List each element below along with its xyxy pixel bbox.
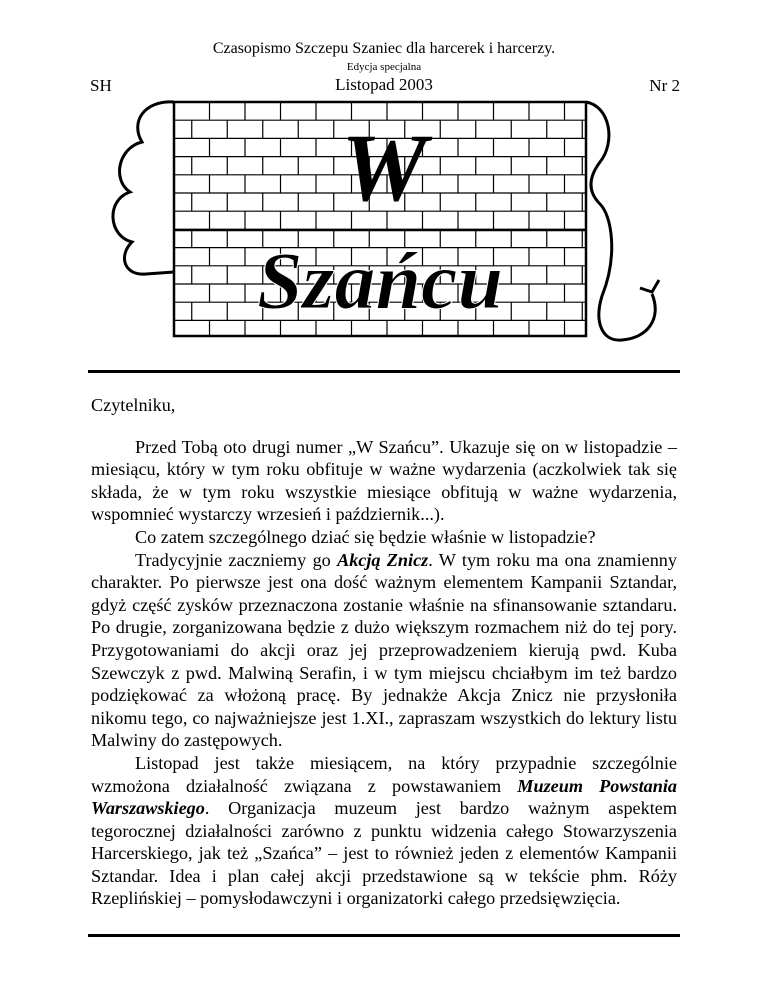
akcja-znicz-emphasis: Akcją Znicz: [337, 549, 429, 570]
title-w: W: [341, 114, 427, 221]
muzeum-emphasis: Muzeum Powstania Warszawskiego: [91, 775, 677, 819]
paragraph-3: [91, 549, 677, 752]
scroll-curl-left: [113, 102, 174, 274]
greeting: Czytelniku,: [91, 395, 176, 415]
scroll-curl-right: [586, 102, 655, 340]
paragraph-4: [91, 752, 677, 910]
header-rule: [88, 370, 680, 373]
scroll-arrowhead: [640, 280, 659, 292]
publisher-mark: SH: [90, 76, 112, 95]
paragraph-4-continuation: . Organizacja muzeum jest bardzo ważnym aspektem tegorocznej działalności zarówno z punktu widzenia całego Stowarzyszenia Harcerskiego, jak też „Szańca” – jest to również jeden z elementów Kampanii Sztandar. Idea i plan całej akcji przedstawione są w tekście phm. Róży Rzeplińskiej – pomysłodawczyni i organizatorki całego przedsięwzięcia.: [91, 798, 677, 909]
article-body: [91, 394, 677, 910]
title-szancu: Szańcu: [256, 235, 504, 326]
paragraph-3-text: Tradycyjnie zaczniemy go: [135, 549, 338, 570]
paragraph-2: Co zatem szczególnego dziać się będzie właśnie w listopadzie?: [135, 526, 596, 547]
paragraph-3-continuation: . W tym roku ma ona znamienny charakter. Po pierwsze jest ona dość ważnym elementem Kampanii Sztandar, gdyż część zysków przeznaczona zostanie właśnie na sfinansowanie sztandaru. Po drugie, zorganizowana będzie z dużo większym rozmachem niż do tej pory. Przygotowaniami do akcji oraz jej przeprowadzeniem kierują pwd. Kuba Szewczyk z pwd. Malwiną Serafin, i w tym miejscu chciałbym im też bardzo podziękować za włożoną pracę. By jednakże Akcja Znicz nie przysłoniła nikomu tego, co najważniejsze jest 1.XI., zapraszam wszystkich do lektury listu Malwiny do zastępowych.: [91, 549, 677, 751]
issue-date: Listopad 2003: [335, 75, 433, 94]
edition-label: Edycja specjalna: [346, 61, 422, 73]
paragraph-1: Przed Tobą oto drugi numer „W Szańcu”. Ukazuje się on w listopadzie – miesiącu, który w tym roku obfituje w ważne wydarzenia (aczkolwiek tak się składa, że w tym roku wszystkie miesiące obfitują w ważne wydarzenia, wspomnieć wystarczy wrzesień i październik...).: [91, 436, 677, 525]
paragraph-4-text: Listopad jest także miesiącem, na który przypadnie szczególnie wzmożona działalność związana z powstawaniem: [91, 752, 677, 796]
footer-rule: [88, 934, 680, 937]
magazine-subtitle: Czasopismo Szczepu Szaniec dla harcerek i harcerzy.: [212, 40, 556, 57]
issue-number: Nr 2: [649, 76, 680, 95]
masthead-banner: [88, 96, 682, 348]
